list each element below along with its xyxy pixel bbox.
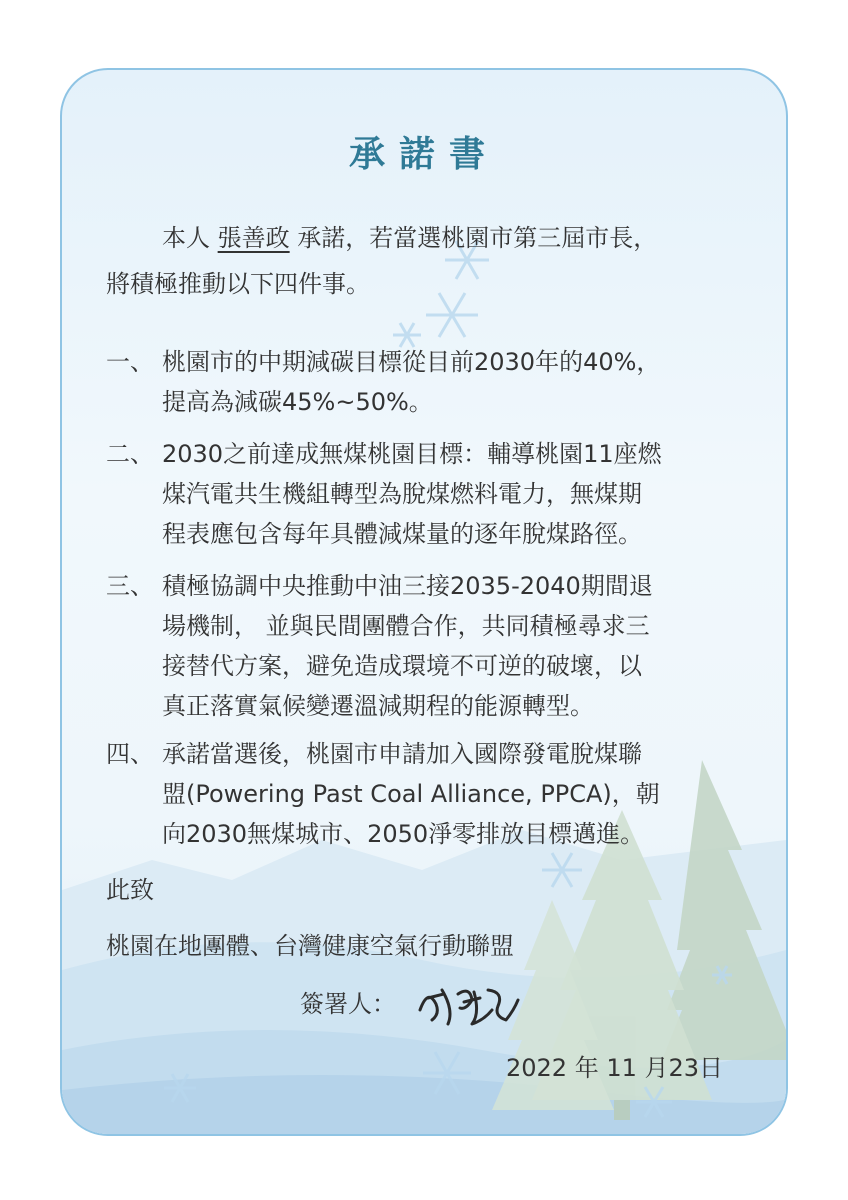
- closing-salutation: 此致: [106, 876, 154, 904]
- intro-pledge-text: 承諾，若當選桃園市第三屆市長，: [297, 224, 658, 252]
- item-line: 承諾當選後，桃園市申請加入國際發電脫煤聯: [162, 740, 642, 768]
- item-number: 一、: [106, 348, 154, 376]
- item-line: 盟(Powering Past Coal Alliance, PPCA)，朝: [162, 780, 660, 808]
- item-line: 煤汽電共生機組轉型為脫煤燃料電力，無煤期: [162, 480, 642, 508]
- item-line: 積極協調中央推動中油三接2035-2040期間退: [162, 572, 653, 600]
- document-title: 承諾書: [348, 134, 499, 175]
- item-line: 真正落實氣候變遷溫減期程的能源轉型。: [162, 692, 594, 720]
- signing-date: 2022 年 11 月23日: [506, 1054, 724, 1082]
- candidate-name: 張善政: [217, 224, 290, 252]
- pledge-card: [60, 68, 788, 1136]
- intro-prefix: 本人: [162, 224, 210, 252]
- item-line: 提高為減碳45%~50%。: [162, 388, 433, 416]
- intro-line-1: [162, 218, 657, 258]
- handwritten-signature: [414, 980, 524, 1030]
- item-line: 場機制， 並與民間團體合作，共同積極尋求三: [162, 612, 650, 640]
- intro-line-2: 將積極推動以下四件事。: [106, 270, 370, 298]
- item-number: 二、: [106, 440, 154, 468]
- item-line: 向2030無煤城市、2050淨零排放目標邁進。: [162, 820, 645, 848]
- item-line: 程表應包含每年具體減煤量的逐年脫煤路徑。: [162, 520, 642, 548]
- item-number: 四、: [106, 740, 154, 768]
- signer-label: 簽署人：: [300, 990, 396, 1018]
- item-line: 桃園市的中期減碳目標從目前2030年的40%，: [162, 348, 661, 376]
- item-number: 三、: [106, 572, 154, 600]
- item-line: 接替代方案，避免造成環境不可逆的破壞，以: [162, 652, 642, 680]
- recipients: 桃園在地團體、台灣健康空氣行動聯盟: [106, 932, 514, 960]
- item-line: 2030之前達成無煤桃園目標：輔導桃園11座燃: [162, 440, 662, 468]
